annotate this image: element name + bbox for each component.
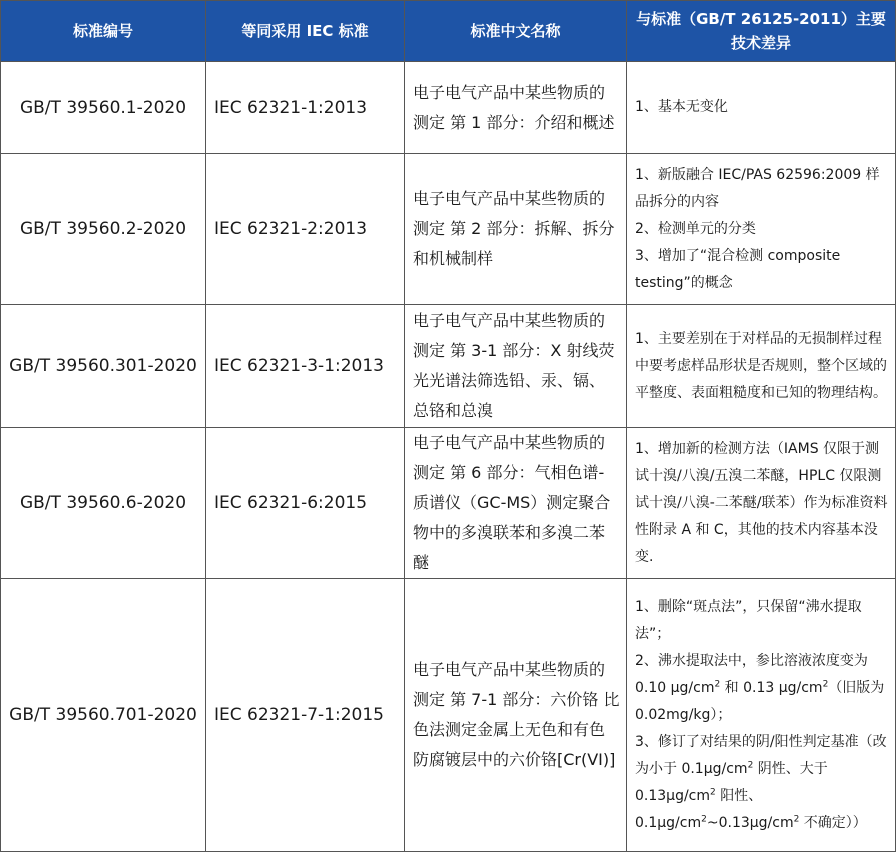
differences-cell xyxy=(627,579,896,852)
difference-text: 不确定）） xyxy=(799,814,867,831)
difference-text: 和 0.13 μg/cm xyxy=(720,679,823,696)
superscript: 2 xyxy=(714,678,721,689)
chinese-name-cell: 电子电气产品中某些物质的测定 第 3-1 部分：X 射线荧光光谱法筛选铅、汞、镉、总铬和总溴 xyxy=(405,305,627,428)
difference-text: 阳性、0.1μg/cm xyxy=(635,787,763,831)
superscript: 2 xyxy=(822,678,829,689)
difference-text: 2、沸水提取法中，参比溶液浓度变为 0.10 μg/cm xyxy=(635,652,868,696)
difference-item xyxy=(635,648,889,729)
standard-code-cell: GB/T 39560.301-2020 xyxy=(1,305,206,428)
header-iec-standard: 等同采用 IEC 标准 xyxy=(206,1,405,62)
chinese-name-cell: 电子电气产品中某些物质的测定 第 7-1 部分：六价铬 比色法测定金属上无色和有色防腐镀层中的六价铬[Cr(VI)] xyxy=(405,579,627,852)
table-row xyxy=(1,428,896,579)
difference-item: 1、删除“斑点法”，只保留“沸水提取法”； xyxy=(635,598,862,642)
chinese-name-cell: 电子电气产品中某些物质的测定 第 2 部分：拆解、拆分和机械制样 xyxy=(405,154,627,305)
table-row xyxy=(1,305,896,428)
iec-standard-cell: IEC 62321-3-1:2013 xyxy=(206,305,405,428)
header-standard-code: 标准编号 xyxy=(1,1,206,62)
superscript: 2 xyxy=(710,786,716,797)
difference-item xyxy=(635,729,889,837)
differences-cell xyxy=(627,62,896,154)
iec-standard-cell: IEC 62321-6:2015 xyxy=(206,428,405,579)
difference-item: 3、增加了“混合检测 composite testing”的概念 xyxy=(635,247,841,291)
table-row xyxy=(1,62,896,154)
table-row xyxy=(1,579,896,852)
chinese-name-cell: 电子电气产品中某些物质的测定 第 1 部分：介绍和概述 xyxy=(405,62,627,154)
table-row xyxy=(1,154,896,305)
superscript: 2 xyxy=(701,813,707,824)
superscript: 2 xyxy=(747,759,754,770)
difference-item: 1、主要差别在于对样品的无损制样过程中要考虑样品形状是否规则，整个区域的平整度、表面粗糙度和已知的物理结构。 xyxy=(635,330,887,401)
difference-text: 3、修订了对结果的阴/阳性判定基准（改为小于 0.1μg/cm xyxy=(635,733,887,777)
iec-standard-cell: IEC 62321-2:2013 xyxy=(206,154,405,305)
header-chinese-name: 标准中文名称 xyxy=(405,1,627,62)
difference-text: ~0.13μg/cm xyxy=(706,814,794,831)
standard-code-cell: GB/T 39560.1-2020 xyxy=(1,62,206,154)
difference-item: 1、增加新的检测方法（IAMS 仅限于测试十溴/八溴/五溴二苯醚，HPLC 仅限测试十溴/八溴-二苯醚/联苯）作为标准资料性附录 A 和 C，其他的技术内容基本没变. xyxy=(635,440,888,565)
iec-standard-cell: IEC 62321-1:2013 xyxy=(206,62,405,154)
difference-text: （旧版为 0.02mg/kg）； xyxy=(635,679,885,723)
difference-item: 1、新版融合 IEC/PAS 62596:2009 样品拆分的内容 xyxy=(635,166,880,210)
header-technical-differences: 与标准（GB/T 26125-2011）主要技术差异 xyxy=(627,1,896,62)
chinese-name-cell: 电子电气产品中某些物质的测定 第 6 部分：气相色谱-质谱仪（GC-MS）测定聚合物中的多溴联苯和多溴二苯醚 xyxy=(405,428,627,579)
differences-cell xyxy=(627,305,896,428)
superscript: 2 xyxy=(793,813,800,824)
differences-cell xyxy=(627,428,896,579)
standard-code-cell: GB/T 39560.701-2020 xyxy=(1,579,206,852)
differences-cell xyxy=(627,154,896,305)
standard-code-cell: GB/T 39560.6-2020 xyxy=(1,428,206,579)
standard-code-cell: GB/T 39560.2-2020 xyxy=(1,154,206,305)
iec-standard-cell: IEC 62321-7-1:2015 xyxy=(206,579,405,852)
difference-item: 1、基本无变化 xyxy=(635,99,728,115)
difference-text: 阴性、大于 0.13μg/cm xyxy=(635,760,828,804)
difference-item: 2、检测单元的分类 xyxy=(635,220,756,237)
table-header-row xyxy=(1,1,896,62)
